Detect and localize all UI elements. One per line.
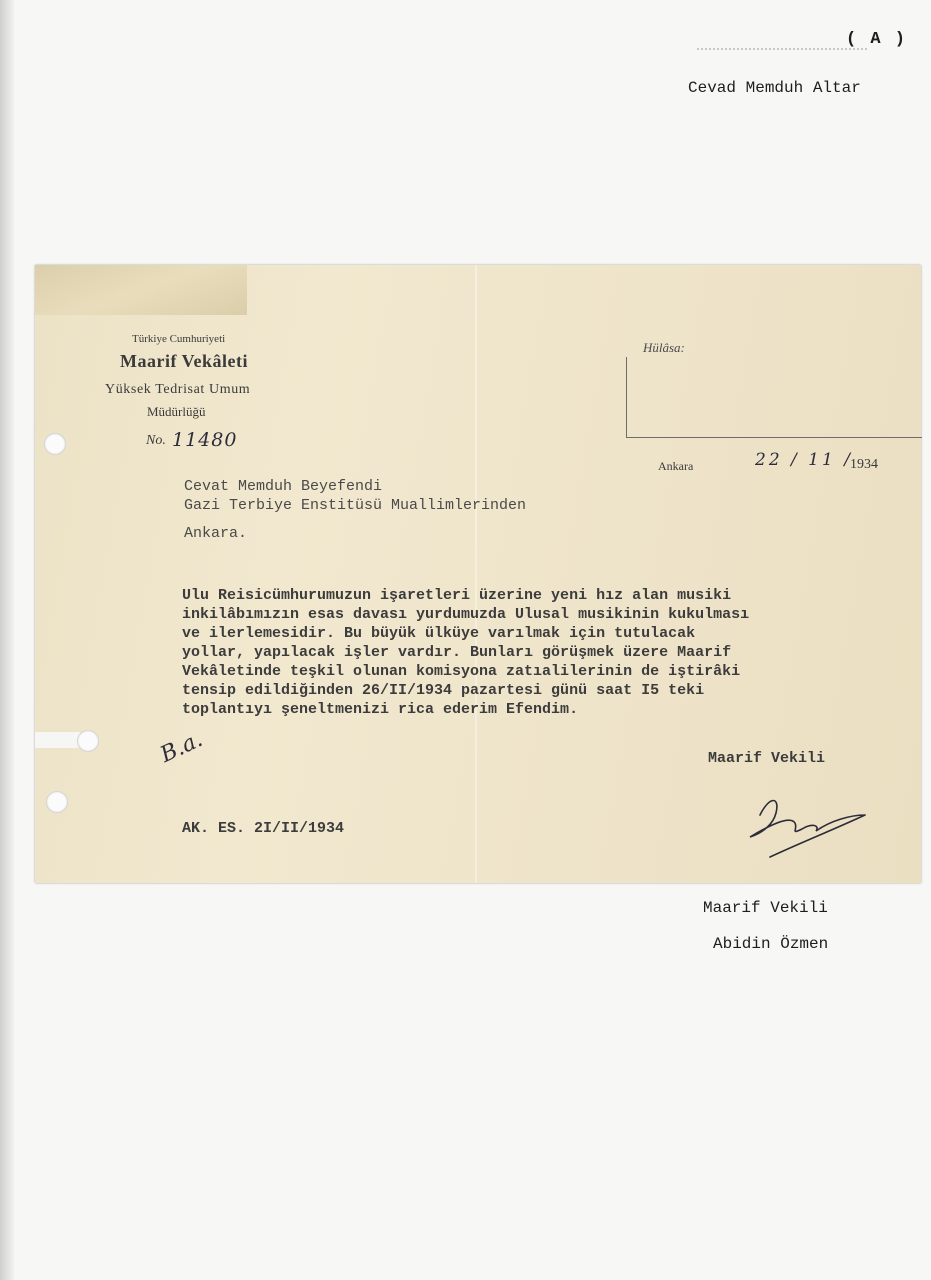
fold-line [475, 265, 477, 883]
body-line: tensip edildiğinden 26/II/1934 pazartesi günü saat I5 teki [182, 682, 705, 699]
letter-body [182, 586, 912, 719]
reference-code: AK. ES. 2I/II/1934 [182, 820, 345, 837]
address-line: Ankara. [184, 525, 248, 542]
faint-marks [697, 48, 867, 54]
letter-document [35, 265, 921, 883]
address-line: Cevat Memduh Beyefendi [184, 478, 383, 495]
handwritten-initials: B.a. [156, 727, 207, 768]
body-line: Ulu Reisicümhurumuzun işaretleri üzerine yeni hız alan musiki [182, 587, 732, 604]
summary-box [626, 357, 922, 438]
signer-title: Maarif Vekili [708, 750, 826, 767]
signature-mark [740, 785, 870, 860]
body-line: yollar, yapılacak işler vardır. Bunları görüşmek üzere Maarif [182, 644, 732, 661]
caption-name: Abidin Özmen [713, 935, 829, 953]
body-line: toplantıyı şeneltmenizi rica ederim Efendim. [182, 701, 579, 718]
owner-name: Cevad Memduh Altar [688, 79, 861, 97]
date-day-month: 22 / 11 / [755, 450, 853, 470]
date-year: 1934 [850, 457, 878, 472]
date-city: Ankara [658, 459, 694, 473]
summary-label: Hülâsa: [643, 340, 685, 355]
punch-hole [46, 791, 68, 813]
body-line: ve ilerlemesidir. Bu büyük ülküye varılmak için tutulacak [182, 625, 696, 642]
punch-hole [44, 433, 66, 455]
punch-hole [77, 730, 99, 752]
letterhead-directorate-line2: Müdürlüğü [147, 404, 206, 419]
letterhead-ministry: Maarif Vekâleti [120, 351, 248, 371]
number-label: No. [146, 433, 166, 448]
scan-edge [0, 0, 14, 1280]
page-label: ( A ) [846, 30, 908, 49]
number-value: 11480 [172, 429, 238, 451]
body-line: inkilâbımızın esas davası yurdumuzda Ulusal musikinin kukulması [182, 606, 750, 623]
letterhead-republic: Türkiye Cumhuriyeti [132, 333, 226, 345]
address-line: Gazi Terbiye Enstitüsü Muallimlerinden [184, 497, 527, 514]
tape-strip [35, 265, 247, 315]
letterhead-directorate: Yüksek Tedrisat Umum [105, 382, 251, 397]
caption-title: Maarif Vekili [703, 899, 828, 917]
body-line: Vekâletinde teşkil olunan komisyona zatıalilerinin de iştirâki [182, 663, 741, 680]
